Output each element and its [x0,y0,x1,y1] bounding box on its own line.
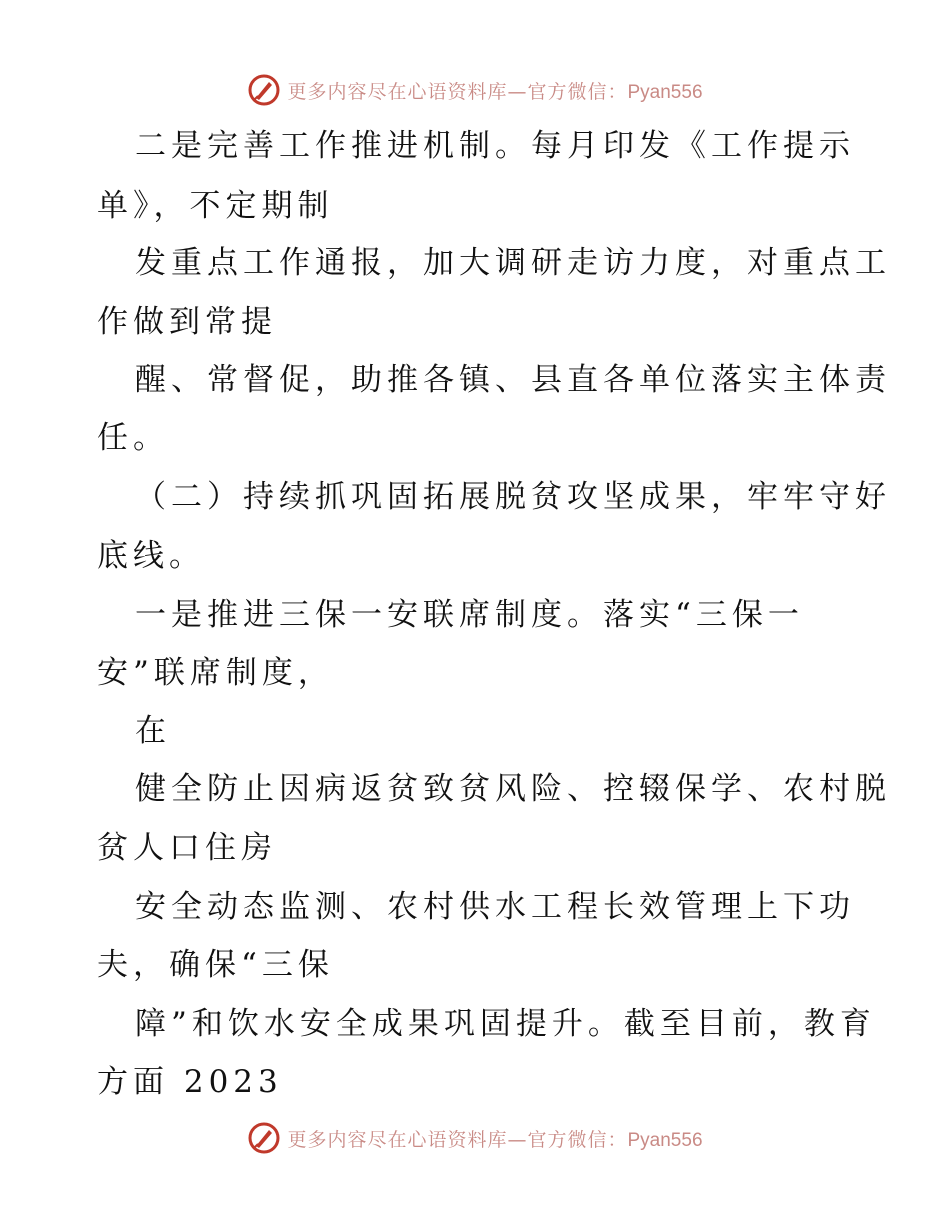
quill-logo-icon [247,1121,281,1155]
text-line: （二）持续抓巩固拓展脱贫攻坚成果，牢牢守好 [135,479,891,515]
watermark-text: 更多内容尽在心语资料库—官方微信：Pyan556 [287,80,703,103]
text-line: 发重点工作通报，加大调研走访力度，对重点工 [135,245,891,281]
text-line: 安全动态监测、农村供水工程长效管理上下功 [135,889,855,925]
text-line: 醒、常督促，助推各镇、县直各单位落实主体责 [135,362,891,398]
text-line: 二是完善工作推进机制。每月印发《工作提示 [135,128,855,164]
text-line: 障”和饮水安全成果巩固提升。截至目前，教育 [135,1006,876,1042]
text-line: 单》，不定期制 [97,188,334,224]
text-line: 安”联席制度， [97,655,334,691]
watermark-text: 更多内容尽在心语资料库—官方微信：Pyan556 [287,1128,703,1151]
text-line: 方面 2023 [97,1064,283,1100]
text-line: 任。 [97,420,169,456]
text-line: 一是推进三保一安联席制度。落实“三保一 [135,597,804,633]
text-line: 在 [135,713,171,749]
text-line: 底线。 [97,538,205,574]
text-line: 健全防止因病返贫致贫风险、控辍保学、农村脱 [135,771,891,807]
quill-logo-icon [247,73,281,107]
watermark-header [0,70,950,110]
text-line: 贫人口住房 [97,830,277,866]
text-line: 夫，确保“三保 [97,947,334,983]
text-line: 作做到常提 [97,304,277,340]
watermark-footer [0,1118,950,1158]
